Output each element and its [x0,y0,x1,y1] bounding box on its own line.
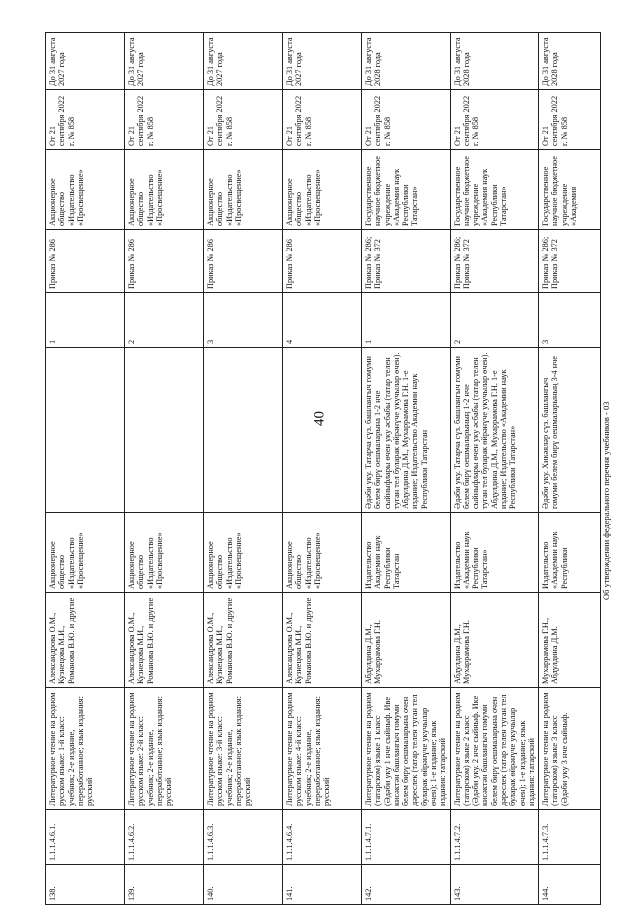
valid-until-cell: До 31 августа 2027 года [283,33,362,90]
approval-date-cell: От 21 сентября 2022 г. № 858 [46,90,125,150]
table-row [204,33,283,905]
authors-cell: Мухаррамова Г.Н., Абдулдина Д.М. [539,593,601,688]
valid-until-cell: До 31 августа 2028 года [362,33,451,90]
table-row [283,33,362,905]
publisher-cell: Акционерное общество «Издательство «Просвещение» [283,513,362,593]
row-number-cell: 143. [450,865,539,905]
approval-date-cell: От 21 сентября 2022 г. № 858 [125,90,204,150]
alternative-textbook-cell [46,348,125,513]
valid-until-cell: До 31 августа 2028 года [539,33,601,90]
authors-cell: Александрова О.М., Кузнецова М.И., Романова В.Ю. и другие [283,593,362,688]
order-reference-cell: Приказ № 286; Приказ № 372 [539,230,601,293]
alternative-textbook-cell: Әдәби уку. Татарча сүз. башлангыч гомуми белем бирү оешмаларының 1-2 нче сыйныфлары өчен уку әсбабы (татар телен туган тел буларак өйрәнүче укучылар өчен). Абдулдина Д.М., Мухаррамова Г.Н. 1-е издание; Издательство «Академии наук Республики Татарстан» [450,348,539,513]
approval-date-cell: От 21 сентября 2022 г. № 858 [539,90,601,150]
page-number: 40 [311,411,328,426]
authors-cell: Александрова О.М., Кузнецова М.И., Романова В.Ю. и другие [46,593,125,688]
publisher-cell: Акционерное общество «Издательство «Просвещение» [204,513,283,593]
table-row [46,33,125,905]
order-reference-cell: Приказ № 286; Приказ № 372 [362,230,451,293]
valid-until-cell: До 31 августа 2027 года [204,33,283,90]
authors-cell: Александрова О.М., Кузнецова М.И., Романова В.Ю. и другие [125,593,204,688]
expert-organization-cell: Акционерное общество «Издательство «Просвещение» [125,150,204,230]
approval-date-cell: От 21 сентября 2022 г. № 858 [362,90,451,150]
expert-organization-cell: Акционерное общество «Издательство «Просвещение» [204,150,283,230]
table-row [362,33,451,905]
row-number-cell: 142. [362,865,451,905]
order-reference-cell: Приказ № 286 [283,230,362,293]
authors-cell: Абдулдина Д.М., Мухаррамова Г.Н. [450,593,539,688]
alternative-textbook-cell [204,348,283,513]
row-number-cell: 141. [283,865,362,905]
table-row [125,33,204,905]
expert-organization-cell: Акционерное общество «Издательство «Просвещение» [46,150,125,230]
order-reference-cell: Приказ № 286 [204,230,283,293]
expert-organization-cell: Государственное научное бюджетное учреждение «Академия [539,150,601,230]
approval-date-cell: От 21 сентября 2022 г. № 858 [450,90,539,150]
order-reference-cell: Приказ № 286 [125,230,204,293]
valid-until-cell: До 31 августа 2027 года [46,33,125,90]
valid-until-cell: До 31 августа 2028 года [450,33,539,90]
order-reference-cell: Приказ № 286 [46,230,125,293]
textbook-code-cell: 1.1.1.4.6.4. [283,810,362,865]
expert-organization-cell: Государственное научное бюджетное учреждение «Академия наук Республики Татарстан» [362,150,451,230]
approval-date-cell: От 21 сентября 2022 г. № 858 [283,90,362,150]
row-number-cell: 144. [539,865,601,905]
order-reference-cell: Приказ № 286; Приказ № 372 [450,230,539,293]
textbook-part-cell: 1 [46,293,125,348]
textbook-part-cell: 2 [450,293,539,348]
authors-cell: Александрова О.М., Кузнецова М.И., Романова В.Ю. и другие [204,593,283,688]
textbook-code-cell: 1.1.1.4.6.1. [46,810,125,865]
alternative-textbook-cell: Әдәби уку. Хикәяләр сүз. башлангыч гомуми белем бирү оешмаларының 3-4 нче [539,348,601,513]
approval-date-cell: От 21 сентября 2022 г. № 858 [204,90,283,150]
row-number-cell: 139. [125,865,204,905]
publisher-cell: Акционерное общество «Издательство «Просвещение» [46,513,125,593]
row-number-cell: 138. [46,865,125,905]
textbook-part-cell: 4 [283,293,362,348]
textbook-title-cell: Литературное чтение на родном русском языке: 4-й класс: учебник; 2-е издание, переработанное; язык издания: русский [283,688,362,810]
expert-organization-cell: Акционерное общество «Издательство «Просвещение» [283,150,362,230]
textbook-part-cell: 3 [204,293,283,348]
textbook-title-cell: Литературное чтение на родном (татарском) языке 3 класс (Әдәби уку 3 нче сыйныф. [539,688,601,810]
textbook-code-cell: 1.1.1.4.7.2. [450,810,539,865]
textbook-part-cell: 3 [539,293,601,348]
textbook-title-cell: Литературное чтение на родном русском языке: 1-й класс: учебник; 2-е издание, переработанное; язык издания: русский [46,688,125,810]
publisher-cell: Акционерное общество «Издательство «Просвещение» [125,513,204,593]
publisher-cell: Издательство «Академии наук Республики Татарстан» [450,513,539,593]
textbook-title-cell: Литературное чтение на родном русском языке: 2-й класс: учебник; 2-е издание, переработанное; язык издания: русский [125,688,204,810]
row-number-cell: 140. [204,865,283,905]
textbook-code-cell: 1.1.1.4.6.2. [125,810,204,865]
textbook-part-cell: 2 [125,293,204,348]
textbook-code-cell: 1.1.1.4.7.3. [539,810,601,865]
textbook-part-cell: 1 [362,293,451,348]
alternative-textbook-cell [283,348,362,513]
alternative-textbook-cell [125,348,204,513]
footer-text: Об утверждении федерального перечня учебников - 03 [601,401,611,600]
textbook-code-cell: 1.1.1.4.7.1. [362,810,451,865]
textbook-list-table [45,32,601,905]
table-row [539,33,601,905]
publisher-cell: Издательство «Академии наук Республики [539,513,601,593]
alternative-textbook-cell: Әдәби уку. Татарча сүз. башлангыч гомуми белем бирү оешмаларына 1-2 нче сыйныфлары өчен уку әсбабы (татар телен туган тел буларак өйрәнүче укучылар өчен). Абдулдина Д.М., Мухаррамова Г.Н. 1-е издание; Издательство Академии наук Республики Татарстан [362,348,451,513]
valid-until-cell: До 31 августа 2027 года [125,33,204,90]
textbook-code-cell: 1.1.1.4.6.3. [204,810,283,865]
expert-organization-cell: Государственное научное бюджетное учреждение «Академия наук Республики Татарстан» [450,150,539,230]
table-row [450,33,539,905]
authors-cell: Абдулдина Д.М., Мухаррамова Г.Н. [362,593,451,688]
publisher-cell: Издательство Академии наук Республики Татарстан [362,513,451,593]
textbook-title-cell: Литературное чтение на родном русском языке: 3-й класс: учебник; 2-е издание, переработанное; язык издания: русский [204,688,283,810]
textbook-title-cell: Литературное чтение на родном (татарском) языке 1 класс (Әдәби уку 1 нче сыйныф. Иве кисәктән башлангыч гомуми белем бирү оешмаларына очен дәреслек (татар телен туган тел буларак өйрәнүче укучылар өчен); 1-е издание; язык издания: татарский [362,688,451,810]
textbook-title-cell: Литературное чтение на родном (татарском) языке 2 класс (Әдәби уку. 2 нче сыйныф. Ике кисәктән башлангыч гомуми белем бирү оешмаларына очен дәреслек (татар телен туган тел буларак өйрәнүче укучылар өчен); 1-е издание; язык издания: татарский [450,688,539,810]
